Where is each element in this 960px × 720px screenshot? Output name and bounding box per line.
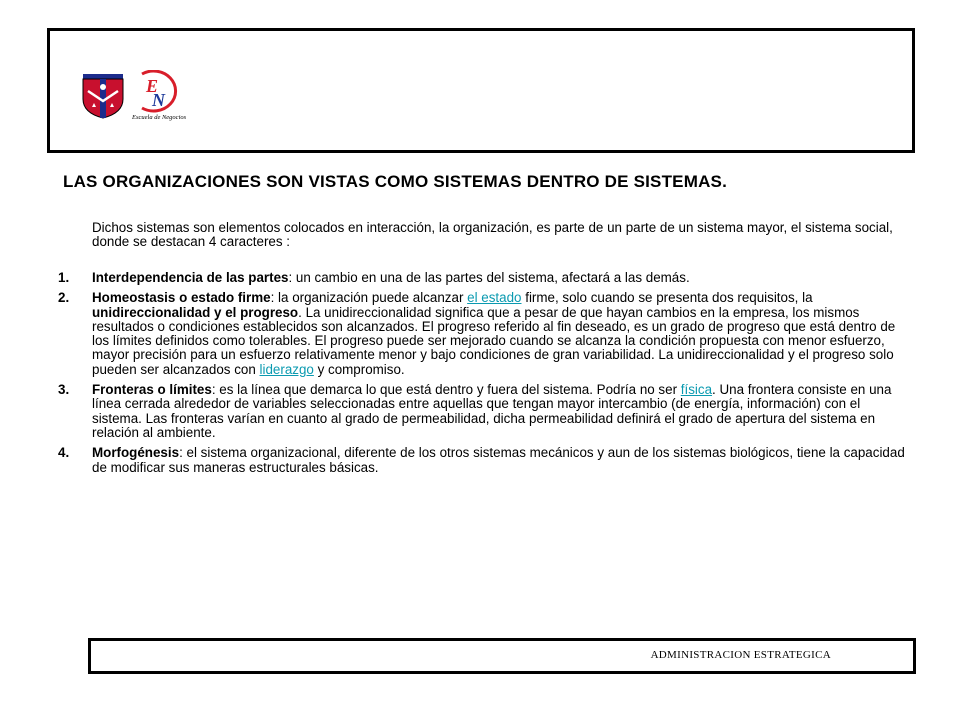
military-crest-logo	[82, 73, 124, 119]
characteristics-list	[58, 271, 910, 481]
item-bold-text: unidireccionalidad y el progreso	[92, 304, 299, 320]
svg-text:E: E	[146, 76, 159, 96]
logo-caption: Escuela de Negocios	[132, 114, 187, 121]
item-text: : un cambio en una de las partes del sistema, afectará a las demás.	[288, 270, 690, 285]
business-school-logo	[128, 70, 192, 122]
intro-paragraph: Dichos sistemas son elementos colocados en interacción, la organización, es parte de un parte de un sistema mayor, el sistema social, donde se destacan 4 caracteres :	[92, 220, 893, 249]
footer-title: ADMINISTRACION ESTRATEGICA	[650, 649, 831, 661]
footer-frame	[88, 638, 916, 674]
list-item	[58, 446, 910, 475]
link-liderazgo[interactable]: liderazgo	[259, 361, 314, 377]
link-el-estado[interactable]: el estado	[467, 290, 522, 306]
page-title: LAS ORGANIZACIONES SON VISTAS COMO SISTEMAS DENTRO DE SISTEMAS.	[63, 172, 728, 191]
item-number: 1.	[58, 270, 70, 285]
list-item	[58, 291, 910, 377]
item-term: Interdependencia de las partes	[92, 270, 289, 285]
item-number: 3.	[58, 382, 70, 398]
item-term: Fronteras o límites	[92, 382, 212, 398]
list-item	[58, 271, 910, 285]
item-term: Morfogénesis	[92, 445, 180, 461]
item-text: : es la línea que demarca lo que está dentro y fuera del sistema. Podría no ser	[211, 382, 681, 398]
svg-text:N: N	[152, 90, 165, 110]
item-text: . La unidireccionalidad significa que a pesar de que hayan cambios en la empresa, los mismos resultados o condiciones establecidos son alcanzados. El progreso referido al fin deseado, es un grado de progreso que está dentro de los límites definidos como tolerables. El progreso puede ser mejorado cuando se alcanza la condición propuesta con menor esfuerzo, mayor precisión para un esfuerzo relativamente menor y bajo condiciones de gran variabilidad. La unidireccionalidad y el progreso solo pueden ser alcanzados con	[92, 304, 896, 377]
item-number: 2.	[58, 290, 70, 306]
item-text: : el sistema organizacional, diferente de los otros sistemas mecánicos y aun de los sistemas biológicos, tiene la capacidad de modificar sus maneras estructurales básicas.	[92, 445, 905, 475]
link-fisica[interactable]: física	[680, 382, 713, 398]
item-text: y compromiso.	[313, 361, 405, 377]
list-item	[58, 383, 910, 440]
item-term: Homeostasis o estado firme	[92, 290, 271, 306]
item-text: : la organización puede alcanzar	[270, 290, 468, 306]
item-text: firme, solo cuando se presenta dos requisitos, la	[521, 290, 813, 306]
item-number: 4.	[58, 445, 70, 461]
item-text: . Una frontera consiste en una línea cerrada alrededor de variables seleccionadas entre aquellas que tengan mayor intercambio (de energía, información) con el sistema. Las fronteras varían en cuanto al grado de permeabilidad, dicha permeabilidad definirá el grado de apertura del sistema en relación al ambiente.	[92, 382, 892, 440]
